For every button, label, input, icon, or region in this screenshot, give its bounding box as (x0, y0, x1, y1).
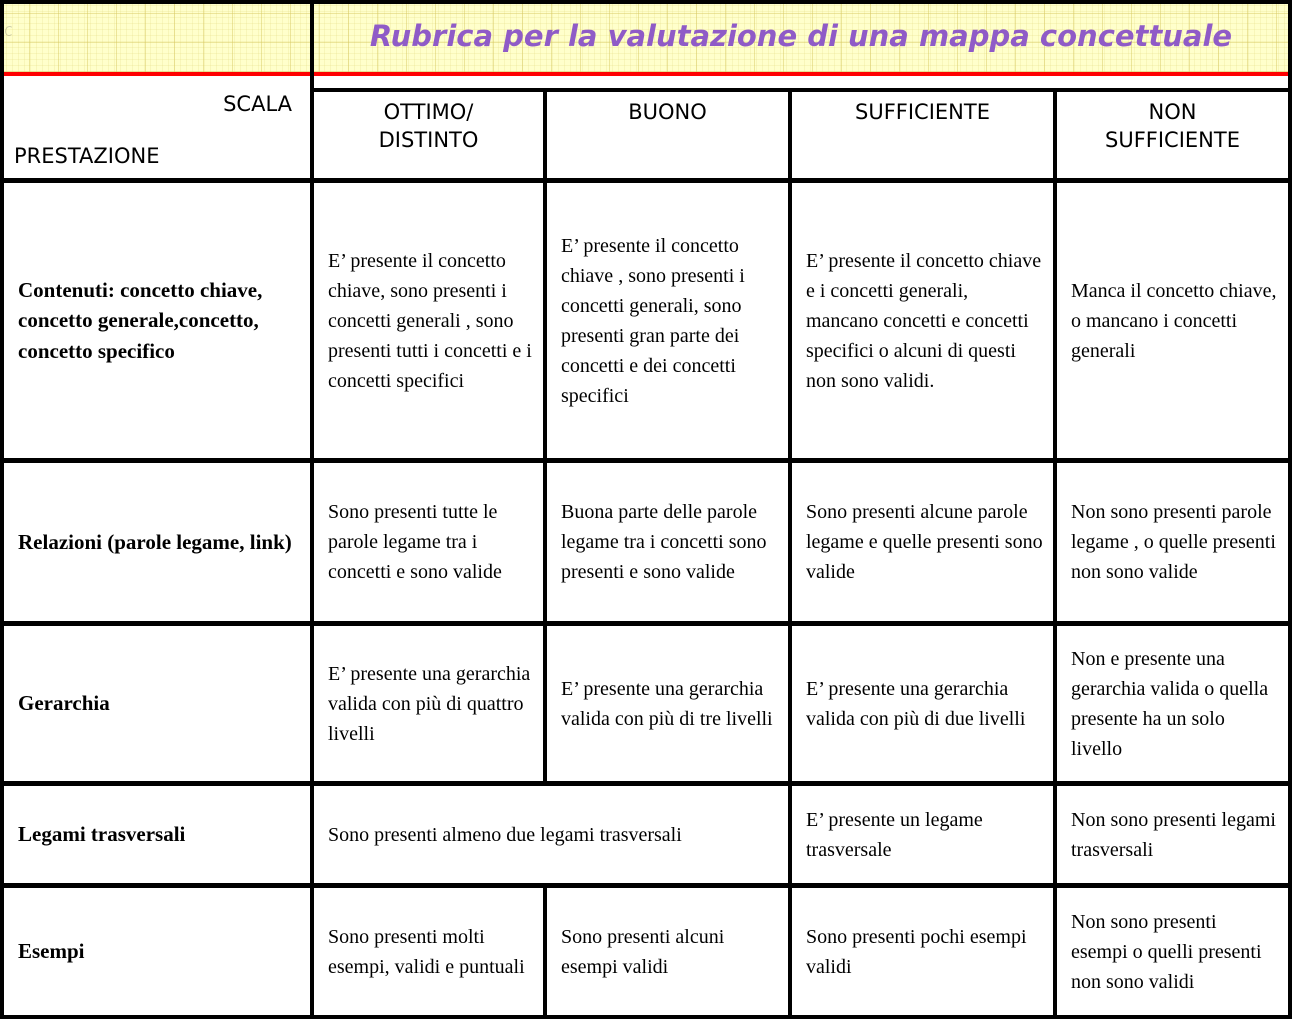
cell-relazioni-ottimo: Sono presenti tutte le parole legame tra i concetti e sono valide (328, 501, 502, 583)
header-level-line: NON (1148, 100, 1197, 124)
header-level-sufficiente (792, 92, 1053, 178)
cell-legami-ottimo-buono-merged: Sono presenti almeno due legami trasversali (328, 823, 682, 846)
header-level-line: SUFFICIENTE (855, 100, 990, 124)
cell-contenuti-buono: E’ presente il concetto chiave , sono presenti i concetti generali, sono presenti gran parte dei concetti e dei concetti specifici (561, 234, 745, 407)
page-title (310, 0, 1292, 72)
cell-esempi-non-sufficiente: Non sono presenti esempi o quelli presenti non sono validi (1071, 910, 1262, 993)
table-border-right (1288, 0, 1292, 1019)
header-level-line: DISTINTO (378, 127, 479, 152)
page-title-text: Rubrica per la valutazione di una mappa concettuale (369, 19, 1233, 53)
row-label-legami-trasversali: Legami trasversali (18, 822, 186, 847)
header-level-buono (547, 92, 788, 178)
cell-esempi-ottimo: Sono presenti molti esempi, validi e puntuali (328, 925, 525, 978)
cell-contenuti-sufficiente: E’ presente il concetto chiave e i concetti generali, mancano concetti e concetti specifici o alcuni di questi non sono validi. (806, 249, 1042, 392)
table-border-bottom (0, 1015, 1292, 1019)
cell-legami-non-sufficiente: Non sono presenti legami trasversali (1071, 808, 1276, 861)
header-level-line: BUONO (628, 100, 707, 124)
cell-relazioni-buono: Buona parte delle parole legame tra i concetti sono presenti e sono valide (561, 501, 767, 583)
cell-contenuti-ottimo: E’ presente il concetto chiave, sono presenti i concetti generali , sono presenti tutti i concetti e i concetti specifici (328, 249, 532, 392)
header-level-line: OTTIMO/ (383, 100, 474, 124)
cell-relazioni-sufficiente: Sono presenti alcune parole legame e quelle presenti sono valide (806, 501, 1043, 583)
table-border-top (0, 0, 1292, 4)
cell-gerarchia-buono: E’ presente una gerarchia valida con più di tre livelli (561, 677, 773, 730)
row-label-relazioni: Relazioni (parole legame, link) (18, 529, 292, 554)
row-label-esempi: Esempi (18, 939, 85, 964)
cell-contenuti-non-sufficiente: Manca il concetto chiave, o mancano i concetti generali (1071, 279, 1277, 362)
cell-legami-sufficiente: E’ presente un legame trasversale (806, 808, 983, 861)
cell-esempi-sufficiente: Sono presenti pochi esempi validi (806, 925, 1027, 978)
cell-relazioni-non-sufficiente: Non sono presenti parole legame , o quelle presenti non sono valide (1071, 501, 1276, 583)
cell-gerarchia-sufficiente: E’ presente una gerarchia valida con più di due livelli (806, 677, 1026, 730)
cell-gerarchia-ottimo: E’ presente una gerarchia valida con più di quattro livelli (328, 662, 531, 745)
row-label-contenuti: Contenuti: concetto chiave, concetto generale,concetto, concetto specifico (18, 277, 263, 363)
header-level-non-sufficiente (1057, 92, 1288, 178)
row-label-gerarchia: Gerarchia (18, 691, 110, 716)
header-cell-scala-prestazione (4, 76, 310, 178)
header-level-line: SUFFICIENTE (1105, 127, 1240, 152)
header-scala-label: SCALA (223, 92, 292, 116)
scan-artifact-mark (5, 26, 13, 36)
header-level-ottimo-distinto (314, 92, 543, 178)
cell-esempi-buono: Sono presenti alcuni esempi validi (561, 925, 725, 978)
cell-gerarchia-non-sufficiente: Non e presente una gerarchia valida o quella presente ha un solo livello (1071, 647, 1269, 760)
header-prestazione-label: PRESTAZIONE (14, 144, 160, 168)
